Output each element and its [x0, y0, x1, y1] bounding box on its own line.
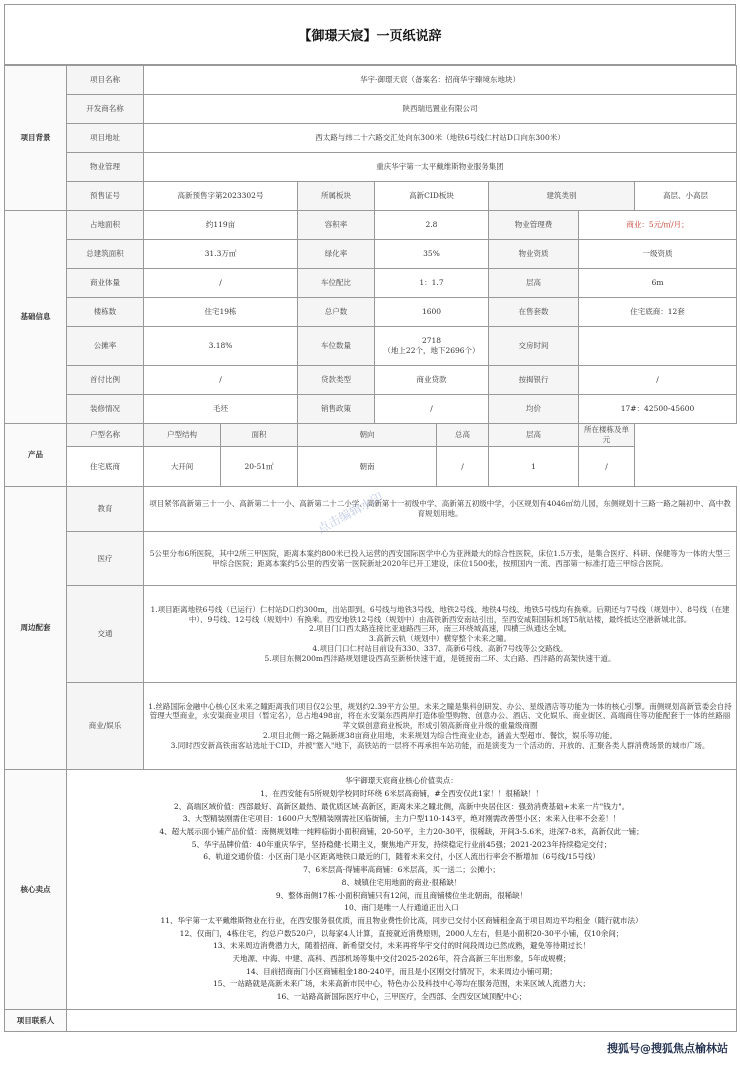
basic-label: 车位配比: [298, 269, 375, 298]
basic-value: 1：1.7: [375, 269, 489, 298]
core-line: 12、仅南门，4栋住宅，约总户数520户，以每家4人计算，直接就近消费原则，2000人左右，但是小面积20-30平小铺，仅10余间；: [179, 928, 624, 938]
basic-value: 31.3万㎡: [144, 240, 298, 269]
core-line: 13、未来周边消费潜力大，随着招商、新希望交付，未来再将华宇交付的时间段周边已然成熟，避免等待期过长！: [212, 941, 591, 951]
medical-label: 医疗: [67, 532, 144, 586]
basic-value: 1600: [375, 298, 489, 327]
traffic-item: 4.项目门口仁村站目前设有330、337、高新6号线、高新7号线等公交路线。: [312, 643, 568, 653]
basic-value: 一级资质: [579, 240, 737, 269]
basic-row: [5, 240, 737, 269]
basic-value: 住宅底商：12套: [579, 298, 737, 327]
basic-label: 在售套数: [489, 298, 579, 327]
business-item: 2.项目北侧一路之隔新规38亩商业用地，未来规划为综合性商业业态，涵盖大型超市、餐饮，娱乐等功能。: [262, 730, 618, 740]
basic-row: [5, 211, 737, 240]
medical-text: 5公里分布6所医院，其中2所三甲医院，距离本案约800米已投入运营的西安国际医学中心为亚洲最大的综合性医院，床位1.5万张，是集合医疗、科研、保健等为一体的大型三甲综合医院；距离本案约5公里的西安第一医院新址2020年已开工建设，床位1500张，按照国内一流、西部第一标准打造三甲综合医院。: [144, 532, 737, 586]
product-header: 所在楼栋及单元: [579, 424, 635, 447]
basic-value: 约119亩: [144, 211, 298, 240]
basic-label: 均价: [489, 395, 579, 424]
core-line: 3、大型精装刚需住宅项目：1600户大型精装刚需社区临街铺，主力户型110-143平，绝对刚需改善型小区；未来入住率不会差！！: [182, 814, 621, 824]
education-text: 项目紧邻高新第三十一小、高新第二十一小、高新第二十二小学、高新第十一初级中学、高新第五初级中学，小区规划有4046㎡幼儿园，东侧规划十三路一路之隔初中、高中教育规划用地。: [144, 487, 737, 532]
product-header: 户型名称: [67, 424, 144, 447]
basic-value: /: [579, 366, 737, 395]
core-line: 1、在西安能有5所规划学校同时环绕 6米层高商铺，#全西安仅此1家！！很稀缺！！: [260, 788, 543, 798]
section-product: 产品: [5, 424, 67, 487]
core-line: 7、6米层高·得铺率高商铺：6米层高，买一送二；公摊小；: [303, 865, 500, 875]
product-header: 层高: [489, 424, 579, 447]
core-line: 华宇御璟天宸商业核心价值卖点：: [345, 776, 458, 786]
plate: 高新CID板块: [375, 182, 489, 211]
traffic-item: 3.高新云轨（规划中）横穿整个未来之瞳。: [368, 634, 512, 643]
product-cell: 1: [489, 447, 579, 487]
basic-value: /: [375, 395, 489, 424]
product-header: 朝向: [298, 424, 437, 447]
product-cell: 朝南: [298, 447, 437, 487]
core-line: 8、城镇住宅用地面的商业·很稀缺！: [341, 877, 462, 887]
footer-source-mark: 搜狐号@搜狐焦点榆林站: [607, 1042, 728, 1055]
basic-label: 按揭银行: [489, 366, 579, 395]
basic-value: /: [144, 366, 298, 395]
basic-value: 6m: [579, 269, 737, 298]
basic-value: 2.8: [375, 211, 489, 240]
core-line: 天地源、中海、中建、高科、西部机场等集中交付2025-2026年，符合高新三年出形象，5年成规模；: [232, 954, 571, 964]
basic-label: 装修情况: [67, 395, 144, 424]
basic-value: 商业贷款: [375, 366, 489, 395]
info-table: [4, 65, 737, 1032]
project-name-label: 项目名称: [67, 66, 144, 95]
presale-number: 高新预售字第2023302号: [144, 182, 298, 211]
business-text: [144, 683, 737, 770]
section-core: 核心卖点: [5, 770, 67, 1010]
basic-label: 交房时间: [489, 327, 579, 366]
basic-value: 住宅19栋: [144, 298, 298, 327]
education-label: 教育: [67, 487, 144, 532]
property-management: 重庆华宇第一太平戴维斯物业服务集团: [144, 153, 737, 182]
plate-label: 所属板块: [298, 182, 375, 211]
address-label: 项目地址: [67, 124, 144, 153]
basic-value: 商业：5元/㎡/月；: [579, 211, 737, 240]
core-line: 15、一站路就是高新未来广场，未来高新市民中心，特色办公及科技中心等均在服务范围，未来区域人流潜力大；: [212, 979, 591, 989]
contact-value: [67, 1010, 737, 1032]
developer-label: 开发商名称: [67, 95, 144, 124]
core-line: 9、整体南侧17栋·小面积商铺只有12间，而且商铺楼位坐北朝南，很稀缺！: [275, 890, 528, 900]
product-cell: 大开间: [144, 447, 221, 487]
page-title: 【御璟天宸】一页纸说辞: [4, 4, 736, 65]
traffic-text: [144, 586, 737, 683]
developer: 陕西瑞迅置业有限公司: [144, 95, 737, 124]
basic-row: [5, 298, 737, 327]
watermark: 点击编辑水印: [315, 489, 386, 537]
section-background: 项目背景: [5, 66, 67, 211]
business-item: 1.丝路国际金融中心核心区未来之瞳距离我们项目仅2公里，规划约2.39平方公里。未来之瞳是集科创研发、办公、星级酒店等功能为一体的核心引擎。南侧规划高新管委会自持管理大型商业，永安渠商业项目（暂定名），总占地498亩，将在永安渠东西两岸打造体验型购物、创意办公、酒店、文化娱乐、商业街区、高端商住等功能配套于一体的丝路丽苹文娱创意商业板块，形成引领高新商业升级的重量级商圈: [148, 701, 732, 731]
basic-label: 贷款类型: [298, 366, 375, 395]
section-contact: 项目联系人: [5, 1010, 67, 1032]
basic-value: 毛坯: [144, 395, 298, 424]
basic-label: 商业体量: [67, 269, 144, 298]
building-type-label: 建筑类别: [489, 182, 635, 211]
basic-value: [579, 327, 737, 366]
product-cell: 住宅底商: [67, 447, 144, 487]
core-selling-points: [67, 770, 737, 1010]
basic-value: 3.18%: [144, 327, 298, 366]
basic-row: [5, 327, 737, 366]
basic-row: [5, 366, 737, 395]
traffic-item: 1.项目距离地铁6号线（已运行）仁村站D口约300m，出站即到。6号线与地铁3号线、地铁2号线、地铁4号线、地铁5号线均有换乘。后期还与7号线（规划中）、8号线（在建中）、9号线、12号线（规划中）有换乘。西安地铁12号线（规划中）由高铁新西安南站引出，至西安咸阳国际机场T5航站楼，最终抵达空港新城北部。: [150, 604, 730, 624]
core-line: 6、轨道交通价值：小区南门是小区距离地铁口最近的门，随着未来交付，小区人流出行率会不断增加（6号线/15号线）: [203, 852, 600, 862]
basic-value: 35%: [375, 240, 489, 269]
basic-label: 占地面积: [67, 211, 144, 240]
product-header: 总高: [437, 424, 489, 447]
basic-value: 2718 （地上22个，地下2696个）: [375, 327, 489, 366]
traffic-item: 2.项目门口西太路连接比亚迪路西三环，南三环绕城高速，四横三纵通达全城。: [308, 624, 572, 634]
basic-label: 绿化率: [298, 240, 375, 269]
core-line: 10、南门是唯一人行通道正出入口: [344, 903, 459, 913]
presale-label: 预售证号: [67, 182, 144, 211]
basic-label: 物业管理费: [489, 211, 579, 240]
traffic-label: 交通: [67, 586, 144, 683]
section-basic: 基础信息: [5, 211, 67, 424]
product-cell: /: [437, 447, 489, 487]
product-header: 户型结构: [144, 424, 221, 447]
basic-label: 总户数: [298, 298, 375, 327]
project-name: 华宇·御璟天宸（备案名：招商华宇臻境东地块）: [144, 66, 737, 95]
basic-label: 物业资质: [489, 240, 579, 269]
basic-label: 公摊率: [67, 327, 144, 366]
one-page-sheet: [4, 4, 736, 1062]
building-type: 高层、小高层: [635, 182, 737, 211]
core-line: 2、高端区域价值：西部最好、高新区最热、最优质区域·高新区，距离未来之瞳北侧，高新中央居住区：强劲消费基础+未来一片"钱力"。: [173, 801, 630, 811]
basic-label: 容积率: [298, 211, 375, 240]
basic-row: [5, 395, 737, 424]
core-line: 16、一站路高新国际医疗中心，三甲医疗，全西部、全西安区域顶配中心；: [276, 992, 527, 1002]
product-cell: /: [579, 447, 635, 487]
business-label: 商业/娱乐: [67, 683, 144, 770]
basic-value: 17#：42500-45600: [579, 395, 737, 424]
business-item: 3.同时西安新高铁南客站选址于CID，并被"塞入"地下，高铁站的一层将不再承担车站功能，而是演变为一个活动的、开放的、汇聚各类人群消费场景的城市广场。: [170, 740, 710, 750]
core-line: 14、目前招商南门小区商铺租金180-240平，而且是小区刚交付情况下，未来周边小铺可期；: [246, 966, 557, 976]
address: 西太路与纬二十六路交汇处向东300米（地铁6号线仁村站D口向东300米）: [144, 124, 737, 153]
core-line: 4、超大展示面小铺产品价值：南侧规划唯一纯粹临街小面积商铺，20-50平，主力20-30平，很稀缺，开间3-5.6米，进深7-8米，高新仅此一铺；: [159, 826, 644, 836]
core-line: 11、华宇第一太平戴维斯物业在行业，在西安服务很优质，而且物业费性价比高，同步已交付小区商铺租金高于项目周边平均租金（随行就市法）: [160, 915, 643, 925]
basic-row: [5, 269, 737, 298]
section-surrounding: 周边配套: [5, 487, 67, 770]
product-cell: 20-51㎡: [221, 447, 298, 487]
core-line: 5、华宇品牌价值：40年重庆华宇，坚持稳健·长期主义，聚焦地产开发，持续稳定行业前45强；2021-2023年持续稳定交付；: [191, 839, 612, 849]
traffic-item: 5.项目东侧200m西沣路规划建设西高至新桥快速干道，是链接南二环、太白路、西沣路的高架快速干道。: [264, 653, 616, 663]
basic-value: /: [144, 269, 298, 298]
basic-label: 楼栋数: [67, 298, 144, 327]
basic-label: 层高: [489, 269, 579, 298]
basic-label: 车位数量: [298, 327, 375, 366]
product-header: 面积: [221, 424, 298, 447]
property-label: 物业管理: [67, 153, 144, 182]
basic-label: 总建筑面积: [67, 240, 144, 269]
basic-label: 销售政策: [298, 395, 375, 424]
basic-label: 首付比例: [67, 366, 144, 395]
